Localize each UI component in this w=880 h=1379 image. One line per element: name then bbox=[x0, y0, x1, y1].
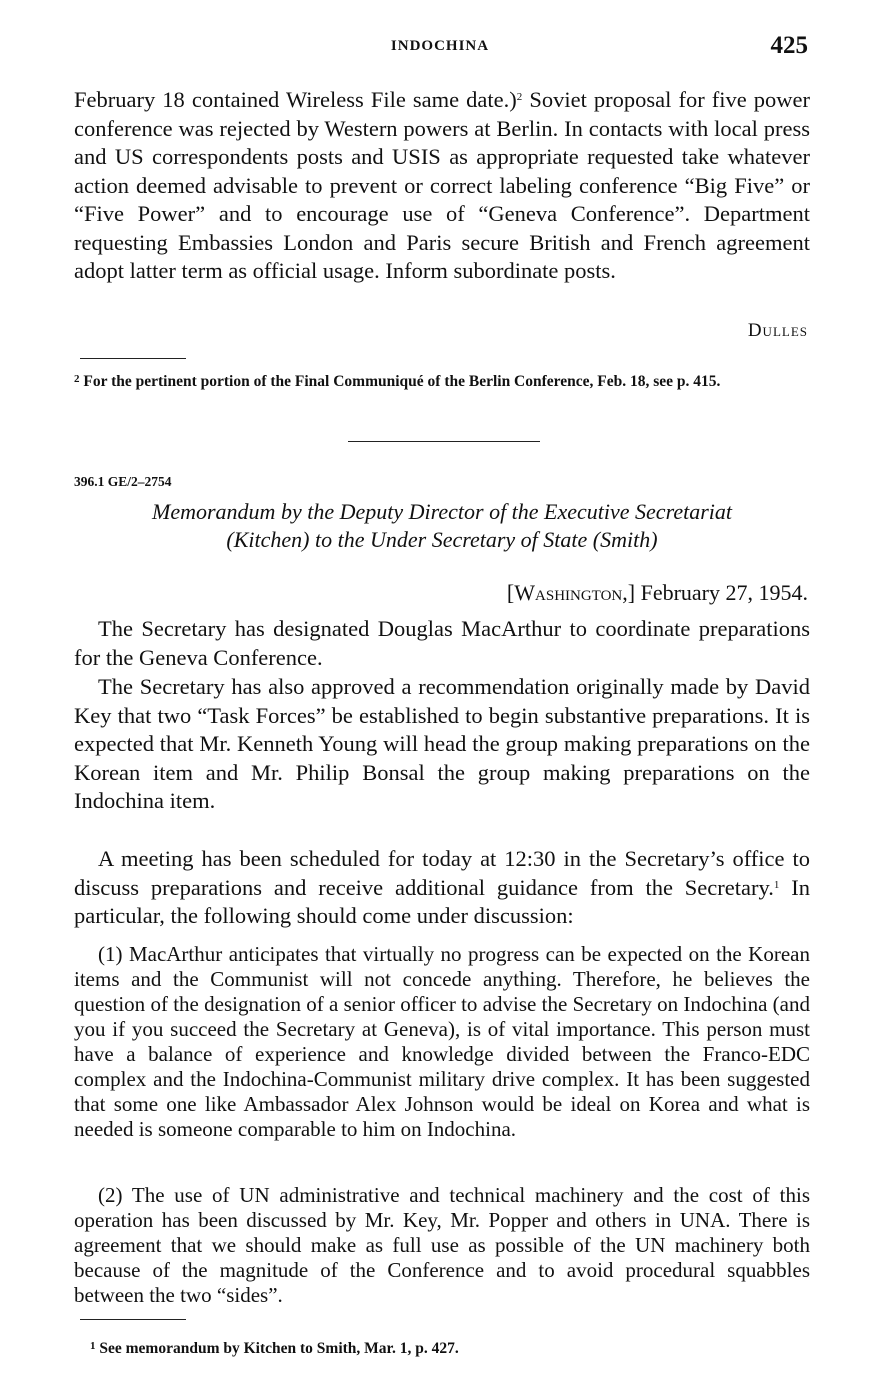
discussion-item-2: (2) The use of UN administrative and technical machinery and the cost of this operation has been discussed by Mr. Key, Mr. Popper and others in UNA. There is agreement that we should make as full use as possible of the UN machinery both because of the magnitude of the Conference and to avoid procedural squabbles between the two “sides”. bbox=[74, 1183, 810, 1307]
page-number: 425 bbox=[770, 32, 808, 59]
footnote-divider bbox=[80, 358, 186, 359]
footnote-marker: 1 bbox=[773, 878, 780, 891]
paragraph-1: The Secretary has designated Douglas MacArthur to coordinate preparations for the Geneva Conference. bbox=[74, 616, 810, 670]
paragraph-3: A meeting has been scheduled for today at 12:30 in the Secretary’s office to discuss preparations and receive additional guidance from the Secretary.$^1$ In particular, the following should come under discussion: bbox=[74, 846, 810, 928]
footnote-2: $^2$ For the pertinent portion of the Final Communiqué of the Berlin Conference, Feb. 18, see p. 415. bbox=[74, 373, 721, 390]
signature: Dulles bbox=[747, 320, 808, 341]
intro-paragraph: February 18 contained Wireless File same date.)$^2$ Soviet proposal for five power conference was rejected by Western powers at Berlin. In contacts with local press and US correspondents posts and USIS as appropriate requested take whatever action deemed advisable to prevent or correct labeling conference “Big Five” or “Five Power” and to encourage use of “Geneva Conference”. Department requesting Embassies London and Paris secure British and French agreement adopt latter term as official usage. Inform subordinate posts. bbox=[74, 87, 811, 283]
memo-title-line-1: Memorandum by the Deputy Director of the Executive Secretariat bbox=[152, 499, 732, 524]
footnote-1: $^1$ See memorandum by Kitchen to Smith, Mar. 1, p. 427. bbox=[90, 1340, 459, 1357]
discussion-item-1: (1) MacArthur anticipates that virtually no progress can be expected on the Korean items and the Communist will not concede anything. Therefore, he believes the question of the designation of a senior officer to advise the Secretary on Indochina (and you if you succeed the Secretary at Geneva), is of vital importance. This person must have a balance of experience and knowledge divided between the Franco-EDC complex and the Indochina-Communist military drive complex. It has been suggested that some one like Ambassador Alex Johnson would be ideal on Korea and what is needed is someone comparable to him on Indochina. bbox=[74, 942, 810, 1141]
paragraph-2: The Secretary has also approved a recommendation originally made by David Key that two “Task Forces” be established to begin substantive preparations. It is expected that Mr. Kenneth Young will head the group making preparations on the Korean item and Mr. Philip Bonsal the group making preparations on the Indochina item. bbox=[74, 674, 810, 813]
section-divider bbox=[348, 441, 540, 442]
running-title: INDOCHINA bbox=[390, 38, 490, 54]
memo-title-line-2: (Kitchen) to the Under Secretary of State (Smith) bbox=[226, 527, 658, 552]
file-reference: 396.1 GE/2–2754 bbox=[74, 474, 172, 489]
footnote-marker: 2 bbox=[516, 91, 523, 103]
footnote-divider-bottom bbox=[80, 1319, 186, 1320]
memo-date: [Washington,] February 27, 1954. bbox=[506, 580, 808, 605]
